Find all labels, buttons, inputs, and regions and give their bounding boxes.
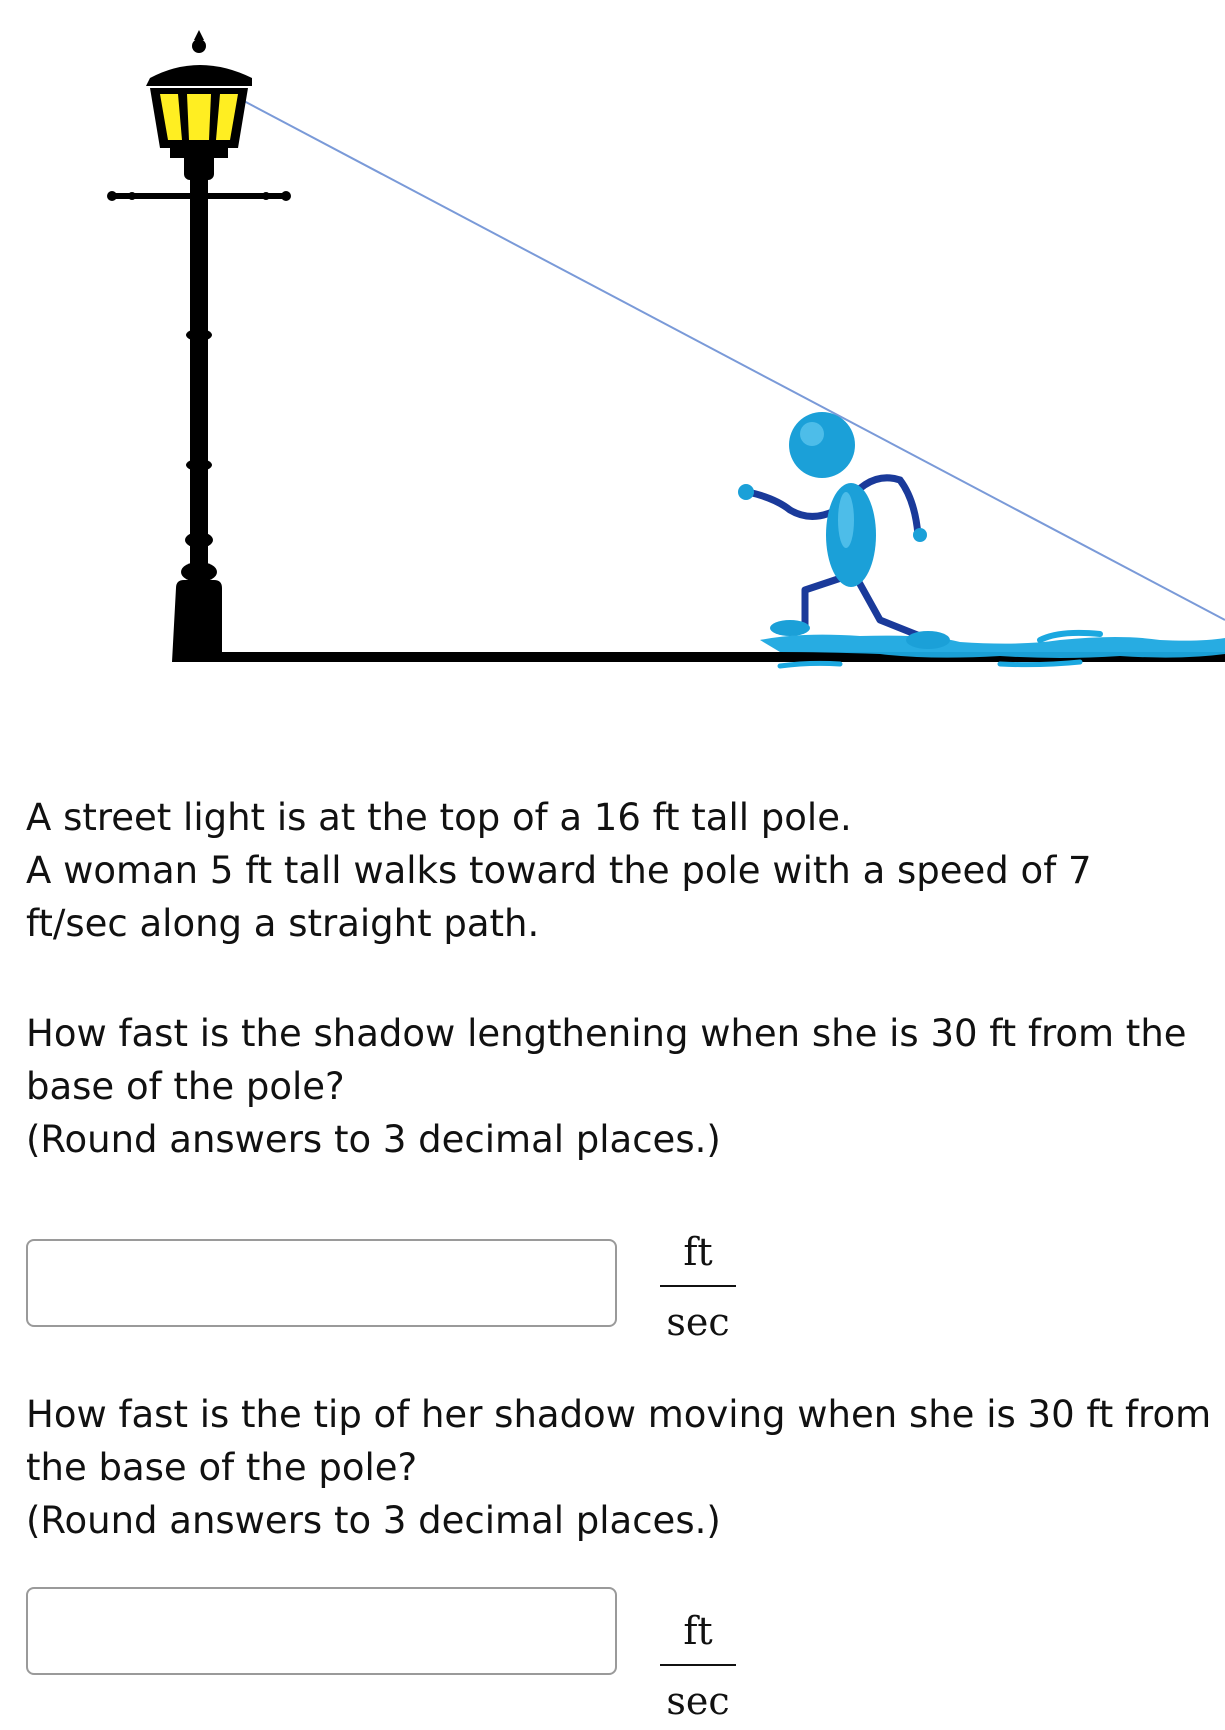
fraction-bar <box>660 1285 736 1287</box>
question-line: base of the pole? <box>26 1065 345 1108</box>
answer-2-input[interactable] <box>26 1587 617 1675</box>
problem-line: A woman 5 ft tall walks toward the pole with a speed of 7 <box>26 849 1092 892</box>
unit-numerator: ft <box>683 1609 713 1653</box>
answer-2-unit <box>660 1602 736 1730</box>
unit-denominator: sec <box>666 1679 730 1723</box>
question-line: (Round answers to 3 decimal places.) <box>26 1499 721 1542</box>
question-line: How fast is the shadow lengthening when she is 30 ft from the <box>26 1012 1187 1055</box>
question-1-text <box>26 1007 1187 1166</box>
problem-statement <box>26 791 1092 950</box>
fraction-bar <box>660 1664 736 1666</box>
street-lamp-icon <box>107 30 291 662</box>
problem-line: ft/sec along a straight path. <box>26 902 540 945</box>
answer-1-input[interactable] <box>26 1239 617 1327</box>
question-line: the base of the pole? <box>26 1446 418 1489</box>
question-line: How fast is the tip of her shadow moving when she is 30 ft from <box>26 1393 1212 1436</box>
question-2-text <box>26 1388 1211 1547</box>
light-ray-line <box>242 100 1225 620</box>
street-light-diagram <box>0 0 1225 730</box>
problem-line: A street light is at the top of a 16 ft tall pole. <box>26 796 852 839</box>
question-line: (Round answers to 3 decimal places.) <box>26 1118 721 1161</box>
walking-woman-icon <box>738 412 1225 666</box>
unit-denominator: sec <box>666 1300 730 1344</box>
unit-numerator: ft <box>683 1230 713 1274</box>
answer-1-unit <box>660 1223 736 1351</box>
